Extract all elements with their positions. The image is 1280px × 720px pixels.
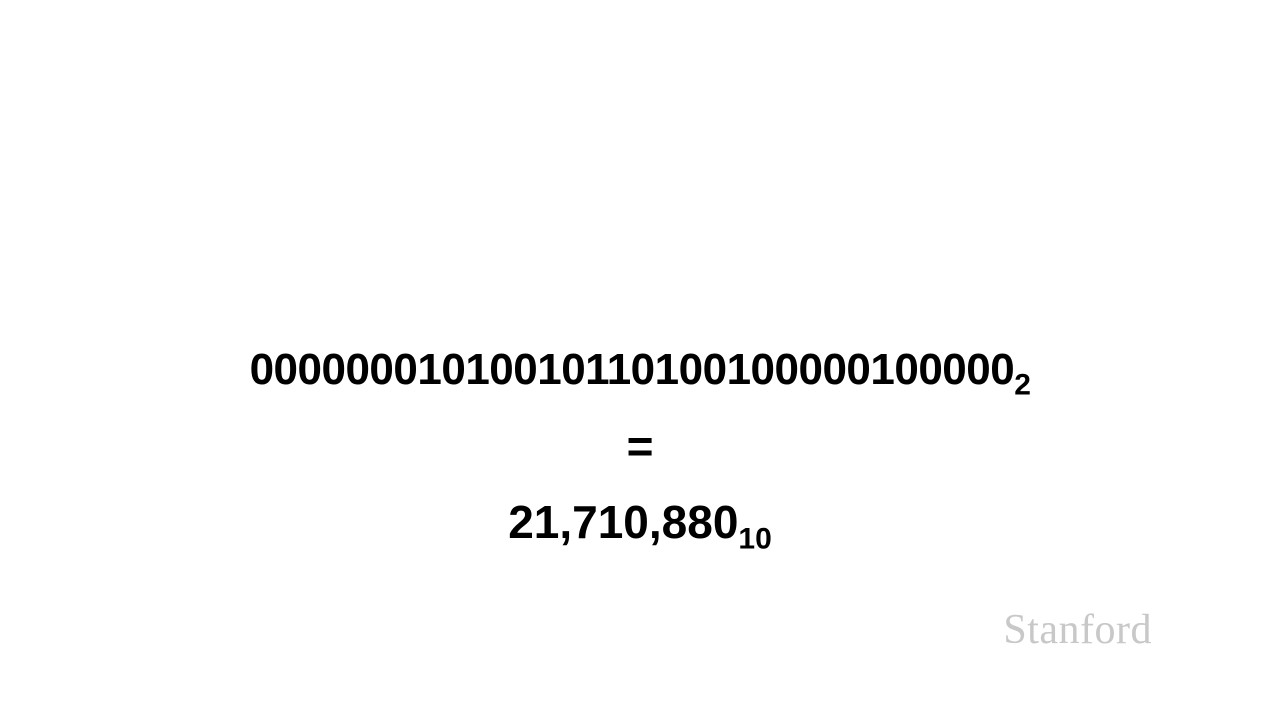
binary-base-subscript: 2: [1014, 368, 1031, 402]
decimal-number-line: [0, 482, 1280, 562]
conversion-equation: [0, 330, 1280, 562]
decimal-base-subscript: 10: [738, 522, 772, 556]
stanford-logo: Stanford: [1003, 607, 1152, 653]
binary-number: 00000001010010110100100000100000: [249, 345, 1015, 394]
equals-sign: =: [626, 420, 654, 472]
binary-number-line: [0, 330, 1280, 410]
decimal-number: 21,710,880: [508, 496, 739, 548]
